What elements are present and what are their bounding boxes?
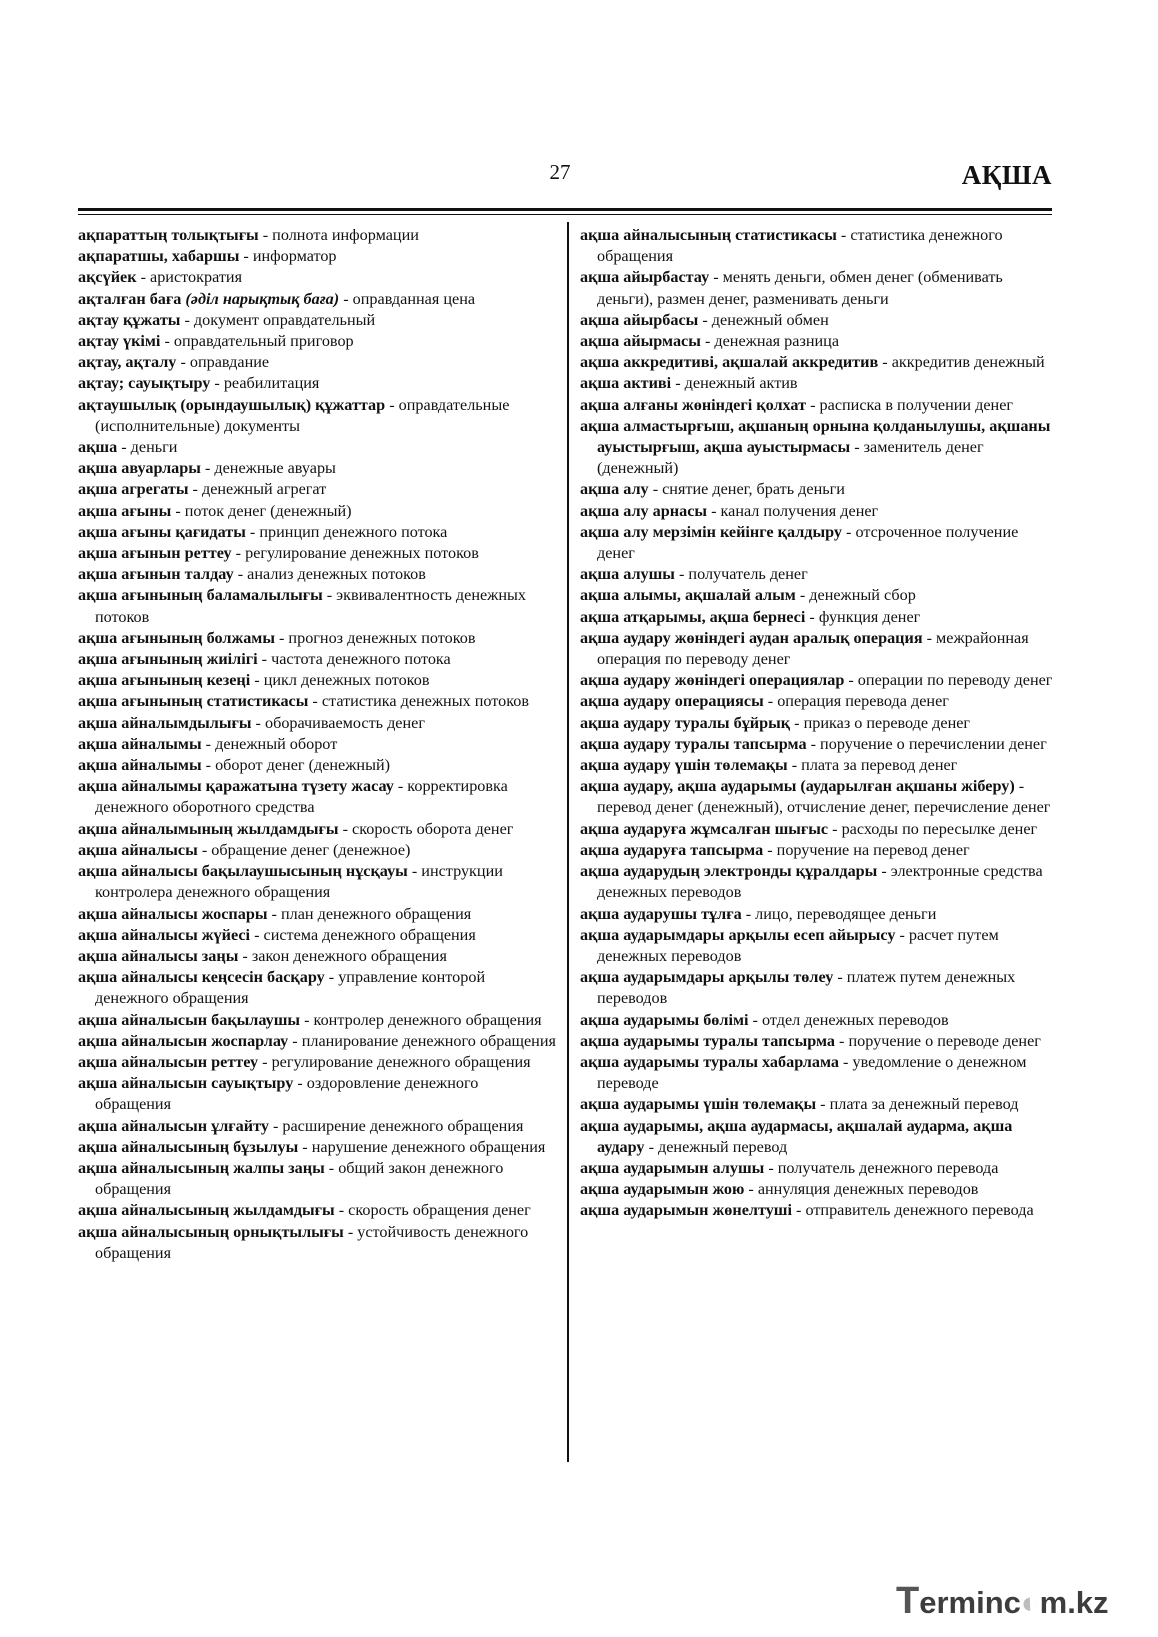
entry-translation: - прогноз денежных потоков — [274, 628, 476, 647]
entry-translation: - денежный оборот — [201, 734, 338, 753]
dictionary-entry — [580, 628, 1058, 670]
dictionary-entry — [580, 585, 1058, 606]
entry-term: ақша айналысы жоспары — [78, 904, 268, 923]
dictionary-entry — [580, 564, 1058, 585]
entry-translation: - электронные средства денежных переводов — [597, 862, 1043, 902]
header-rule-thick — [78, 208, 1052, 211]
page-number: 27 — [549, 160, 571, 184]
dictionary-entry — [78, 904, 558, 925]
right-column — [580, 225, 1058, 1222]
entry-term: ақша аударуға жұмсалған шығыс — [580, 819, 829, 838]
entry-term: ақша ағынын талдау — [78, 565, 234, 584]
entry-translation: - контролер денежного обращения — [300, 1010, 542, 1029]
entry-translation: - поручение о переводе денег — [835, 1031, 1041, 1050]
entry-term: ақша авуарлары — [78, 459, 201, 478]
entry-term: ақша ағыны — [78, 501, 172, 520]
entry-term: ақтаушылық (орындаушылық) құжаттар — [78, 395, 386, 414]
dictionary-entry — [78, 585, 558, 627]
dictionary-entry — [580, 713, 1058, 734]
entry-translation: - получатель денег — [674, 565, 808, 584]
entry-translation: - поток денег (денежный) — [171, 501, 352, 520]
dictionary-entry — [580, 1094, 1058, 1115]
dictionary-entry — [78, 734, 558, 755]
dictionary-entry — [78, 1222, 558, 1264]
entry-translation: - скорость оборота денег — [338, 819, 514, 838]
entry-term: ақтау үкімі — [78, 332, 161, 351]
dictionary-entry — [78, 925, 558, 946]
dictionary-entry — [78, 310, 558, 331]
entry-term: ақша алушы — [580, 565, 675, 584]
entry-term: ақша айналымы қаражатына түзету жасау — [78, 777, 394, 796]
header-rule-thin — [78, 214, 1052, 215]
entry-translation: - уведомление о денежном переводе — [597, 1052, 1027, 1093]
entry-translation: - денежный сбор — [795, 586, 916, 605]
dictionary-entry — [78, 564, 558, 585]
dictionary-entry — [78, 395, 558, 437]
dictionary-entry — [580, 352, 1058, 373]
dictionary-entry — [78, 755, 558, 776]
entry-term: ақша айналысын бақылаушы — [78, 1010, 301, 1029]
entry-translation: - оборачиваемость денег — [251, 713, 425, 732]
entry-translation: - инструкции контролера денежного обращения — [95, 862, 503, 902]
dictionary-entry — [580, 861, 1058, 903]
entry-term: ақша аударымы туралы хабарлама — [580, 1052, 839, 1071]
entry-translation: - закон денежного обращения — [238, 946, 447, 965]
dictionary-entry — [78, 649, 558, 670]
dictionary-entry — [580, 670, 1058, 691]
dictionary-entry — [580, 734, 1058, 755]
entry-term: ақша айырбастау — [580, 268, 710, 287]
entry-translation: - цикл денежных потоков — [250, 671, 430, 690]
dictionary-entry — [78, 522, 558, 543]
dictionary-entry — [580, 967, 1058, 1009]
entry-translation: - план денежного обращения — [267, 904, 472, 923]
entry-term: ақша аударымдары арқылы есеп айырысу — [580, 925, 896, 944]
dictionary-entry — [580, 267, 1058, 309]
dictionary-entry — [78, 373, 558, 394]
dictionary-entry — [78, 1200, 558, 1221]
entry-translation: - плата за денежный перевод — [816, 1095, 1019, 1114]
entry-translation: - денежный агрегат — [188, 480, 327, 499]
entry-translation: - отправитель денежного перевода — [791, 1201, 1034, 1220]
entry-term: ақша айналымының жылдамдығы — [78, 819, 339, 838]
dictionary-entry — [580, 1116, 1058, 1158]
dictionary-entry — [78, 776, 558, 818]
entry-term: ақша аудару жөніндегі операциялар — [580, 671, 845, 690]
entry-translation: - операции по переводу денег — [844, 671, 1053, 690]
entry-term: ақша аудару жөніндегі аудан аралық операция — [580, 628, 923, 647]
entry-translation: - реабилитация — [210, 374, 320, 393]
entry-translation: - расширение денежного обращения — [268, 1116, 524, 1135]
entry-translation: - расходы по пересылке денег — [828, 819, 1038, 838]
entry-translation: - управление конторой денежного обращения — [95, 968, 486, 1008]
entry-translation: - поручение о перечислении денег — [806, 734, 1047, 753]
dictionary-entry — [580, 1179, 1058, 1200]
entry-term: ақша аудару операциясы — [580, 692, 764, 711]
dictionary-entry — [78, 543, 558, 564]
entry-term: ақша айналысы кеңсесін басқару — [78, 968, 325, 987]
dictionary-entry — [78, 267, 558, 288]
entry-term: ақша аударымын жөнелтуші — [580, 1201, 792, 1220]
dictionary-entry — [580, 225, 1058, 267]
entry-translation: - межрайонная операция по переводу денег — [597, 628, 1029, 669]
dictionary-entry — [78, 225, 558, 246]
entry-term: ақша айналысын реттеу — [78, 1052, 259, 1071]
entry-term: ақша айналысының бұзылуы — [78, 1137, 299, 1156]
entry-translation: - регулирование денежных потоков — [231, 544, 479, 563]
entry-term: ақша алу — [580, 480, 649, 499]
dictionary-entry — [580, 1158, 1058, 1179]
entry-term: ақша алымы, ақшалай алым — [580, 586, 796, 605]
entry-term: ақпараттың толықтығы — [78, 226, 259, 244]
entry-translation: - оправдательные (исполнительные) документы — [95, 395, 510, 435]
entry-term: ақша аударымы бөлімі — [580, 1010, 749, 1029]
dictionary-entry — [78, 479, 558, 500]
entry-term: ақша айналымы — [78, 734, 202, 753]
entry-term: ақша айырмасы — [580, 332, 701, 351]
entry-translation: - нарушение денежного обращения — [298, 1137, 546, 1156]
entry-term: ақша агрегаты — [78, 480, 189, 499]
entry-translation: - частота денежного потока — [257, 650, 451, 669]
entry-translation: - плата за перевод денег — [787, 756, 958, 775]
entry-term: ақша алу арнасы — [580, 501, 708, 520]
entry-translation: - получатель денежного перевода — [764, 1158, 999, 1177]
dictionary-entry — [78, 1137, 558, 1158]
dictionary-entry — [78, 691, 558, 712]
dictionary-entry — [580, 373, 1058, 394]
dictionary-entry — [580, 904, 1058, 925]
entry-term: ақша ағынының болжамы — [78, 628, 275, 647]
entry-term: ақпаратшы, хабаршы — [78, 247, 240, 266]
dictionary-entry — [580, 416, 1058, 480]
left-column — [78, 225, 558, 1264]
entry-translation: - денежный обмен — [698, 310, 829, 329]
entry-term: ақша айналысының орнықтылығы — [78, 1222, 344, 1241]
dictionary-entry — [78, 352, 558, 373]
entry-translation: - принцип денежного потока — [245, 522, 448, 541]
entry-term: ақша ағынын реттеу — [78, 544, 232, 563]
entry-translation: - перевод денег (денежный), отчисление денег, перечисление денег — [597, 777, 1051, 817]
dictionary-entry — [580, 1200, 1058, 1221]
entry-term: ақша айналысының жылдамдығы — [78, 1201, 335, 1220]
entry-term: ақсүйек — [78, 268, 137, 287]
dictionary-entry — [580, 1031, 1058, 1052]
entry-translation: - анализ денежных потоков — [233, 565, 426, 584]
entry-term: ақтау құжаты — [78, 310, 181, 329]
entry-term: ақша айналысы — [78, 840, 198, 859]
entry-translation: - эквивалентность денежных потоков — [95, 586, 526, 626]
entry-term: ақша ағынының кезеңі — [78, 671, 251, 690]
entry-term: ақша айналысы жүйесі — [78, 925, 251, 944]
entry-term: ақша алмастырғыш, ақшаның орнына қолданылушы, ақшаны ауыстырғыш, ақша ауыстырмасы — [580, 416, 1051, 457]
entry-translation: - общий закон денежного обращения — [95, 1158, 504, 1199]
entry-term: ақша аудару туралы тапсырма — [580, 734, 807, 753]
dictionary-entry — [78, 967, 558, 1009]
dictionary-entry — [580, 501, 1058, 522]
entry-translation: - платеж путем денежных переводов — [597, 968, 1016, 1008]
entry-term: ақша айналысын ұлғайту — [78, 1116, 269, 1135]
entry-translation: - поручение на перевод денег — [763, 840, 970, 859]
entry-term: ақша аударымы, ақша аудармасы, ақшалай аударма, ақша аудару — [580, 1116, 1013, 1156]
entry-term: ақша аудару, ақша аударымы (аударылған ақшаны жіберу) — [580, 777, 1015, 796]
entry-translation: - расписка в получении денег — [806, 395, 1014, 414]
entry-term: ақша ағыны қағидаты — [78, 522, 246, 541]
dictionary-entry — [78, 946, 558, 967]
dictionary-entry — [580, 691, 1058, 712]
watermark-mkz: m.kz — [1039, 1585, 1109, 1620]
entry-term: ақша айналысы бақылаушысының нұсқауы — [78, 862, 408, 881]
entry-term: ақталған баға — [78, 289, 186, 308]
entry-translation: - аристократия — [136, 268, 243, 287]
dictionary-entry — [580, 840, 1058, 861]
dictionary-entry — [78, 246, 558, 267]
dictionary-entry — [580, 395, 1058, 416]
entry-translation: - оправдательный приговор — [160, 332, 354, 351]
dictionary-entry — [78, 458, 558, 479]
dictionary-entry — [78, 670, 558, 691]
entry-translation: - оправданная цена — [339, 289, 476, 308]
entry-translation: - корректировка денежного оборотного средства — [95, 777, 508, 817]
entry-translation: - приказ о переводе денег — [790, 713, 971, 732]
entry-translation: - операция перевода денег — [763, 692, 949, 711]
dictionary-entry — [580, 755, 1058, 776]
dictionary-entry — [78, 289, 558, 310]
entry-term: ақша айналысын сауықтыру — [78, 1074, 294, 1093]
entry-translation: - отдел денежных переводов — [748, 1010, 949, 1029]
entry-term: ақша аударушы тұлға — [580, 904, 742, 923]
dictionary-entry — [78, 713, 558, 734]
entry-translation: - денежный перевод — [644, 1137, 788, 1156]
dictionary-entry — [78, 840, 558, 861]
entry-translation: - функция денег — [805, 607, 921, 626]
dictionary-entry — [580, 331, 1058, 352]
entry-term: ақша аударымы үшін төлемақы — [580, 1095, 817, 1114]
watermark-erminc: erminc — [919, 1585, 1021, 1620]
entry-term: ақша активі — [580, 374, 672, 393]
entry-translation: - система денежного обращения — [250, 925, 476, 944]
watermark-t: T — [896, 1580, 920, 1622]
entry-term: ақша аударымын жою — [580, 1180, 745, 1199]
entry-term: ақша аудару туралы бұйрық — [580, 713, 791, 732]
dictionary-entry — [78, 861, 558, 903]
entry-term: ақша аударымы туралы тапсырма — [580, 1031, 835, 1050]
entry-term: ақша — [78, 438, 118, 457]
entry-translation: - денежный актив — [671, 374, 798, 393]
dictionary-entry — [78, 628, 558, 649]
dictionary-entry — [78, 1116, 558, 1137]
entry-translation: - аккредитив денежный — [878, 353, 1045, 372]
entry-translation: - денежные авуары — [200, 459, 336, 478]
entry-term: ақша айналысын жоспарлау — [78, 1031, 289, 1050]
entry-translation: - статистика денежного обращения — [597, 226, 1003, 266]
dictionary-entry — [580, 310, 1058, 331]
dictionary-entry — [580, 776, 1058, 818]
entry-translation: - документ оправдательный — [180, 310, 376, 329]
entry-term: ақша айналысының жалпы заңы — [78, 1158, 325, 1177]
dictionary-entry — [580, 1010, 1058, 1031]
dictionary-entry — [78, 1158, 558, 1200]
dictionary-entry — [78, 331, 558, 352]
entry-term: ақша алу мерзімін кейінге қалдыру — [580, 522, 842, 541]
entry-term-italic: (әділ нарықтық баға) — [185, 289, 340, 308]
entry-translation: - канал получения денег — [707, 501, 879, 520]
entry-translation: - обращение денег (денежное) — [197, 840, 411, 859]
entry-term: ақша алғаны жөніндегі қолхат — [580, 395, 807, 414]
entry-term: ақша аударымын алушы — [580, 1158, 765, 1177]
dictionary-entry — [78, 819, 558, 840]
entry-term: ақша айналымы — [78, 756, 202, 775]
dictionary-entry — [78, 1073, 558, 1115]
entry-translation: - регулирование денежного обращения — [258, 1052, 531, 1071]
entry-translation: - оздоровление денежного обращения — [95, 1074, 479, 1114]
watermark-logo — [896, 1579, 1136, 1623]
entry-term: ақша айналысының статистикасы — [580, 226, 837, 244]
entry-term: ақша аккредитиві, ақшалай аккредитив — [580, 353, 879, 372]
entry-translation: - снятие денег, брать деньги — [648, 480, 845, 499]
entry-term: ақша ағынының баламалылығы — [78, 586, 323, 605]
dictionary-entry — [78, 1010, 558, 1031]
dictionary-entry — [580, 1052, 1058, 1094]
entry-translation: - скорость обращения денег — [334, 1201, 531, 1220]
entry-term: ақтау; сауықтыру — [78, 374, 211, 393]
entry-translation: - отсроченное получение денег — [597, 522, 1019, 563]
entry-term: ақша ағынының статистикасы — [78, 692, 309, 711]
entry-translation: - лицо, переводящее деньги — [741, 904, 937, 923]
entry-translation: - денежная разница — [700, 332, 840, 351]
entry-translation: - устойчивость денежного обращения — [95, 1222, 529, 1262]
dictionary-entry — [78, 501, 558, 522]
entry-term: ақша айналысы заңы — [78, 946, 239, 965]
dictionary-entry — [580, 607, 1058, 628]
dictionary-entry — [580, 925, 1058, 967]
entry-translation: - полнота информации — [258, 226, 419, 244]
running-head: АҚША — [961, 160, 1052, 190]
entry-term: ақша аударудың электронды құралдары — [580, 862, 878, 881]
entry-translation: - заменитель денег (денежный) — [597, 438, 984, 478]
entry-translation: - деньги — [117, 438, 178, 457]
watermark-o-icon: ◐ — [1020, 1585, 1040, 1620]
entry-term: ақтау, ақталу — [78, 353, 177, 372]
entry-term: ақша айналымдылығы — [78, 713, 252, 732]
entry-translation: - информатор — [239, 247, 337, 266]
dictionary-entry — [78, 1031, 558, 1052]
entry-translation: - оборот денег (денежный) — [201, 756, 391, 775]
watermark-text — [896, 1580, 1109, 1622]
entry-term: ақша ағынының жиілігі — [78, 650, 258, 669]
entry-translation: - аннуляция денежных переводов — [744, 1180, 979, 1199]
entry-translation: - расчет путем денежных переводов — [597, 925, 999, 965]
entry-term: ақша аударымдары арқылы төлеу — [580, 968, 834, 987]
entry-translation: - статистика денежных потоков — [308, 692, 529, 711]
entry-translation: - оправдание — [176, 353, 270, 372]
entry-term: ақша аудару үшін төлемақы — [580, 756, 788, 775]
entry-term: ақша аударуға тапсырма — [580, 840, 764, 859]
entry-term: ақша атқарымы, ақша бернесі — [580, 607, 806, 626]
entry-translation: - планирование денежного обращения — [288, 1031, 556, 1050]
dictionary-entry — [580, 479, 1058, 500]
entry-translation: - менять деньги, обмен денег (обменивать деньги), размен денег, разменивать деньги — [597, 268, 1003, 308]
dictionary-entry — [580, 522, 1058, 564]
dictionary-entry — [78, 1052, 558, 1073]
column-divider — [567, 222, 569, 1462]
dictionary-entry — [78, 437, 558, 458]
entry-term: ақша айырбасы — [580, 310, 699, 329]
dictionary-entry — [580, 819, 1058, 840]
